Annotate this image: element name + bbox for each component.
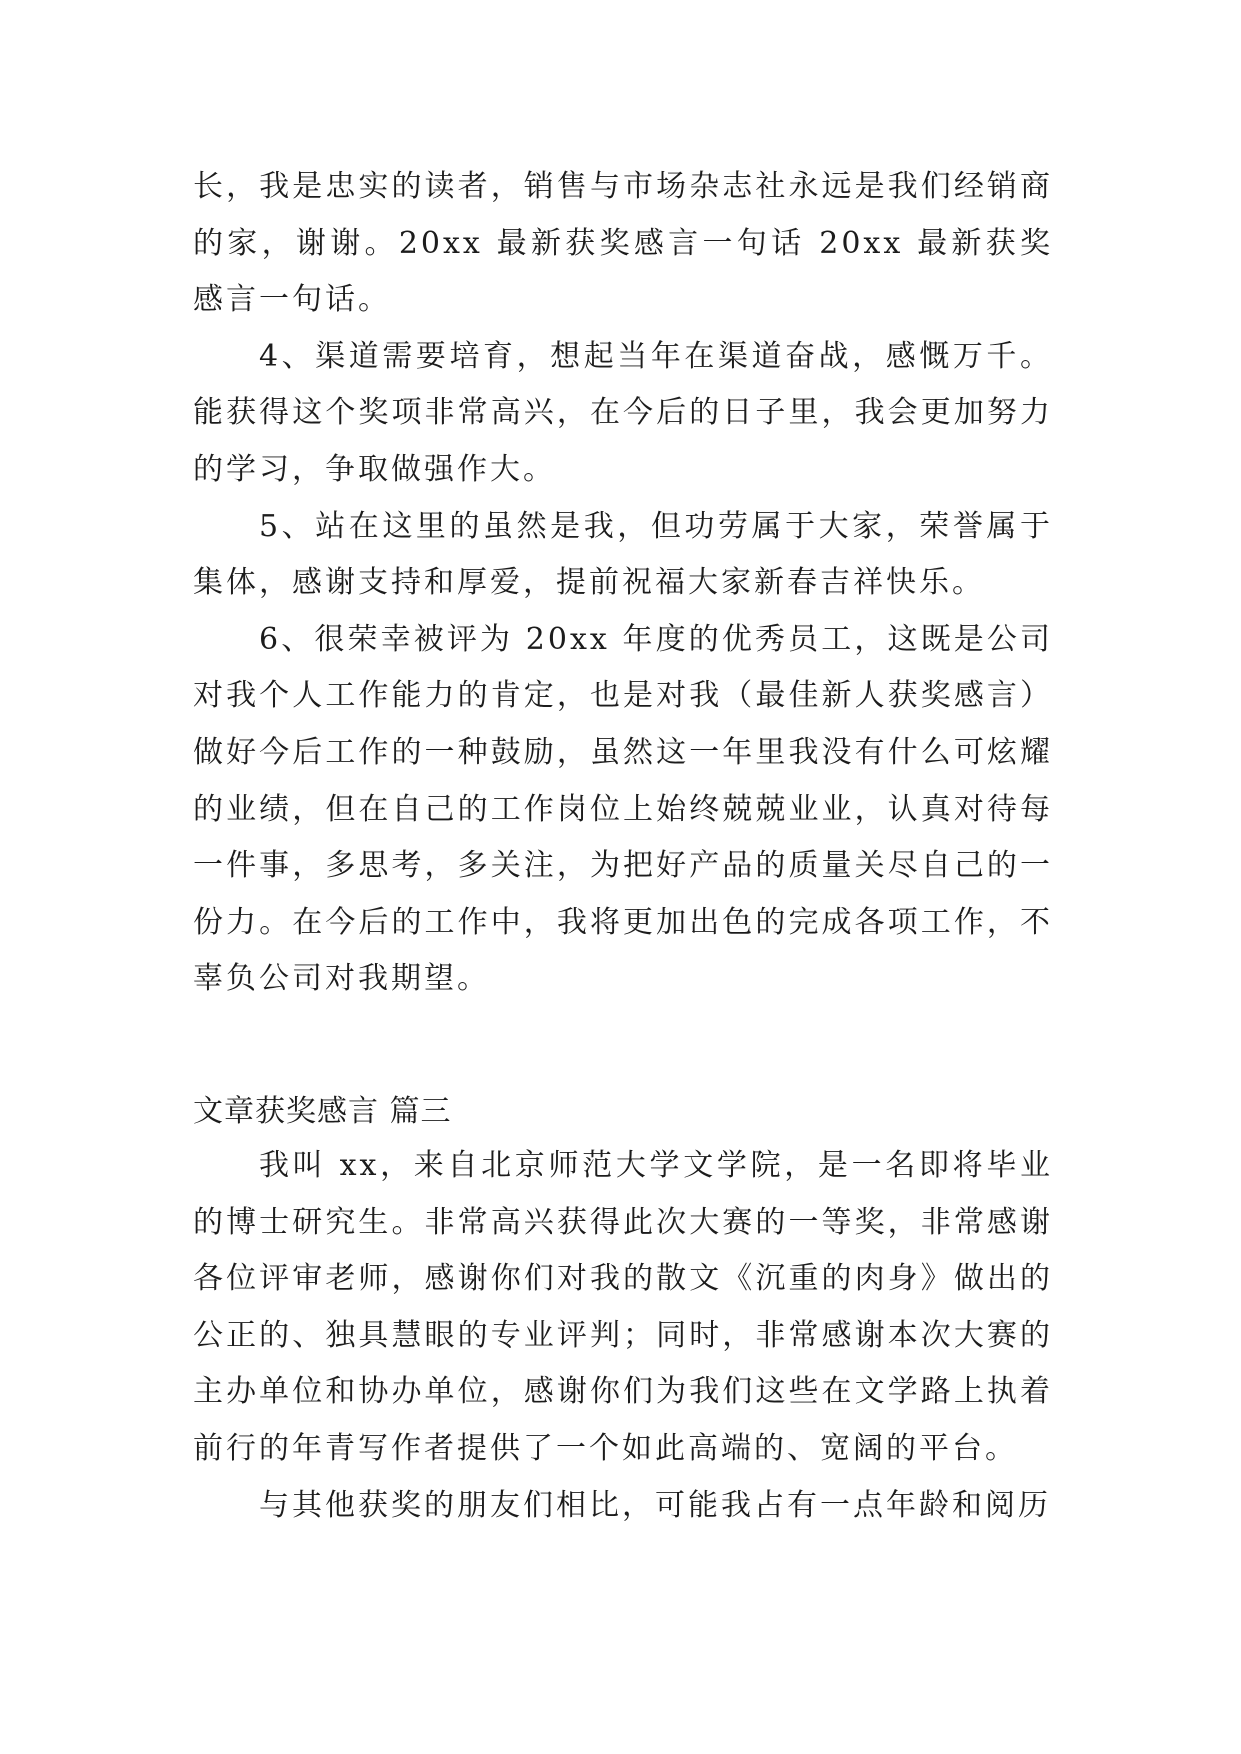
paragraph-item-5: 5、站在这里的虽然是我，但功劳属于大家，荣誉属于集体，感谢支持和厚爱，提前祝福大家新春吉祥快乐。 [193,508,1053,601]
body-text-part-2 [193,1138,1053,1534]
paragraph-continued: 长，我是忠实的读者，销售与市场杂志社永远是我们经销商的家，谢谢。20xx 最新获奖感言一句话 20xx 最新获奖感言一句话。 [193,169,1053,318]
paragraph-item-6: 6、很荣幸被评为 20xx 年度的优秀员工，这既是公司对我个人工作能力的肯定，也是对我（最佳新人获奖感言）做好今后工作的一种鼓励，虽然这一年里我没有什么可炫耀的业绩，但在自己的工作岗位上始终兢兢业业，认真对待每一件事，多思考，多关注，为把好产品的质量关尽自己的一份力。在今后的工作中，我将更加出色的完成各项工作，不辜负公司对我期望。 [193,621,1053,997]
paragraph-introduction: 我叫 xx，来自北京师范大学文学院，是一名即将毕业的博士研究生。非常高兴获得此次大赛的一等奖，非常感谢各位评审老师，感谢你们对我的散文《沉重的肉身》做出的公正的、独具慧眼的专业评判；同时，非常感谢本次大赛的主办单位和协办单位，感谢你们为我们这些在文学路上执着前行的年青写作者提供了一个如此高端的、宽阔的平台。 [193,1148,1053,1466]
section-heading: 文章获奖感言 篇三 [193,1094,452,1129]
paragraph-comparison: 与其他获奖的朋友们相比，可能我占有一点年龄和阅历 [259,1487,1051,1523]
body-text-part-1 [193,159,1053,1008]
paragraph-item-4: 4、渠道需要培育，想起当年在渠道奋战，感慨万千。能获得这个奖项非常高兴，在今后的日子里，我会更加努力的学习，争取做强作大。 [193,338,1053,487]
